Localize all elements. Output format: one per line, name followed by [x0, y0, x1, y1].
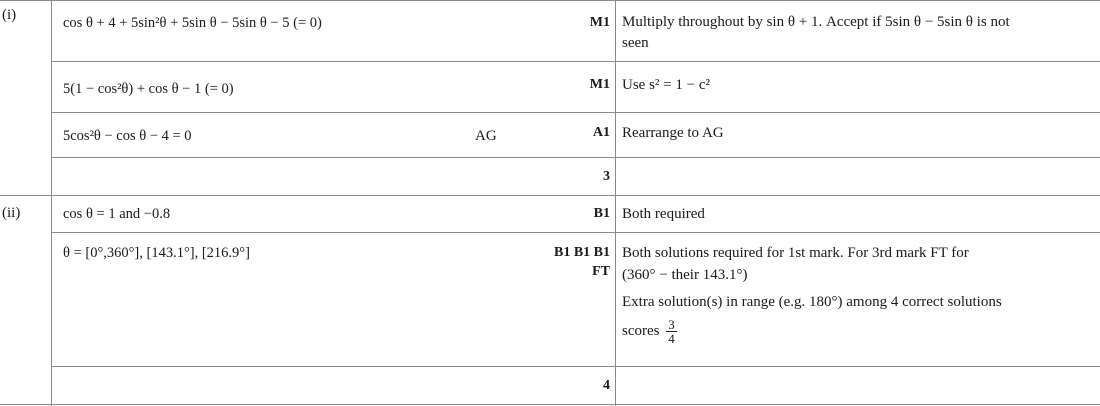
working-line: θ = [0°,360°], [143.1°], [216.9°] — [63, 245, 250, 261]
part-label-ii: (ii) — [2, 205, 21, 221]
mark-code: B1 — [593, 206, 610, 221]
total-marks: 3 — [603, 169, 610, 184]
mark-code: A1 — [592, 125, 610, 140]
grid-line — [51, 112, 1100, 113]
working-line: cos θ + 4 + 5sin²θ + 5sin θ − 5sin θ − 5 (= 0) — [63, 15, 322, 31]
mark-code: M1 — [589, 15, 610, 30]
guidance-text: Multiply throughout by sin θ + 1. Accept if 5sin θ − 5sin θ is not — [622, 14, 1010, 30]
working-line: 5cos²θ − cos θ − 4 = 0 — [63, 128, 192, 144]
guidance-text: Both required — [622, 206, 705, 222]
guidance-text: Extra solution(s) in range (e.g. 180°) among 4 correct solutions — [622, 294, 1002, 310]
guidance-text: Both solutions required for 1st mark. For 3rd mark FT for — [622, 245, 969, 261]
grid-line — [51, 366, 1100, 367]
mark-code: B1 B1 B1 — [553, 245, 610, 260]
guidance-text: Rearrange to AG — [622, 125, 724, 141]
part-label-i: (i) — [2, 7, 17, 23]
grid-line — [0, 0, 1100, 1]
grid-line — [51, 61, 1100, 62]
grid-line — [51, 157, 1100, 158]
ag-label: AG — [475, 128, 497, 144]
guidance-scores — [622, 318, 677, 345]
total-marks: 4 — [603, 378, 610, 393]
guidance-text: seen — [622, 35, 649, 51]
fraction — [666, 318, 677, 345]
grid-line — [0, 195, 1100, 196]
mark-code: M1 — [589, 77, 610, 92]
grid-line — [0, 404, 1100, 405]
working-line: 5(1 − cos²θ) + cos θ − 1 (= 0) — [63, 81, 234, 97]
fraction-numerator: 3 — [668, 317, 675, 332]
working-line: cos θ = 1 and −0.8 — [63, 206, 171, 222]
guidance-text: (360° − their 143.1°) — [622, 267, 748, 283]
guidance-text: Use s² = 1 − c² — [622, 77, 710, 93]
grid-line — [51, 232, 1100, 233]
scores-label: scores — [622, 322, 660, 339]
mark-code: FT — [592, 264, 610, 279]
fraction-denominator: 4 — [668, 331, 675, 346]
